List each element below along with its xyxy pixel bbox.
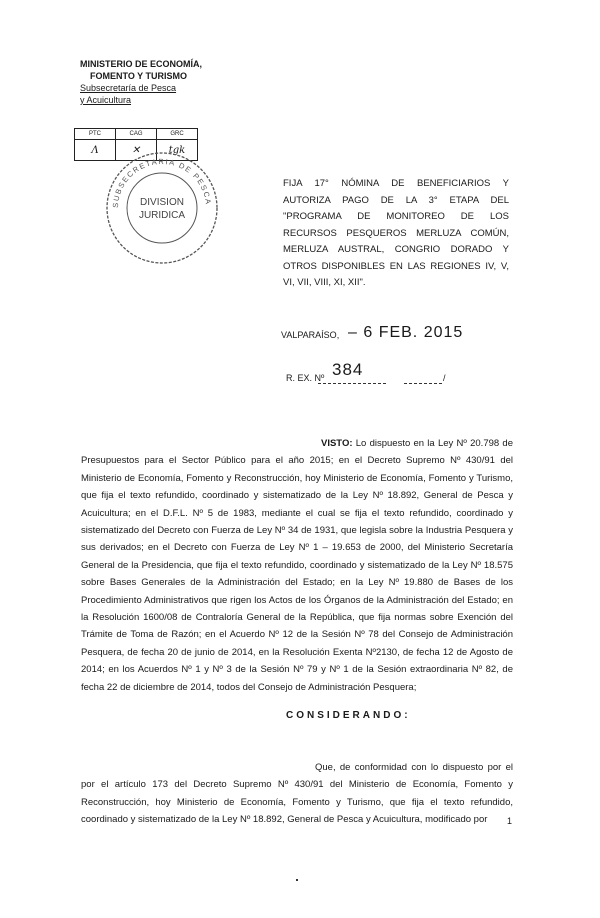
resolution-exenta-label: R. EX. Nº <box>286 373 325 383</box>
resolution-slash: / <box>443 373 446 383</box>
division-juridica-stamp <box>104 150 220 266</box>
stamp-center-line1: DIVISION <box>140 197 184 208</box>
subsecretaria-line1: Subsecretaría de Pesca <box>80 83 177 93</box>
visa-signature-cag: ✕ <box>116 140 157 161</box>
ministry-name-line1: MINISTERIO DE ECONOMÍA, <box>80 59 203 69</box>
visa-header-ptc: PTC <box>75 129 116 140</box>
ministry-header <box>80 58 202 106</box>
resolution-topic: FIJA 17° NÓMINA DE BENEFICIARIOS Y AUTORIZA PAGO DE LA 3° ETAPA DEL "PROGRAMA DE MONITOREO DE LOS RECURSOS PESQUEROS MERLUZA COMÚN, MERLUZA AUSTRAL, CONGRIO DORADO Y OTROS DISPONIBLES EN LAS REGIONES IV, V, VI, VII, VIII, XI, XII". <box>283 178 509 288</box>
visto-text: Lo dispuesto en la Ley Nº 20.798 de Presupuestos para el Sector Público para el año 2015; en el Decreto Supremo Nº 430/91 del Ministerio de Economía, Fomento y Reconstrucción, hoy Ministerio de Economía, Fomento y Turismo, que fija el texto refundido, coordinado y sistematizado de la Ley Nº 18.892, General de Pesca y Acuicultura; en el D.F.L. Nº 5 de 1983, mediante el cual se fija el texto refundido, coordinado y sistematizado del Decreto con Fuerza de Ley Nº 34 de 1931, que legisla sobre la Industria Pesquera y sus derivados; en el Decreto con Fuerza de Ley Nº 1 – 19.653 de 2000, del Ministerio Secretaría General de la Presidencia, que fija el texto refundido, coordinado y sistematizado de la Ley Nº 18.575 sobre Bases Generales de la Administración del Estado; en la Ley Nº 19.880 de Bases de los Procedimiento Administrativos que rigen los Actos de los Órganos de la Administración del Estado; en la Resolución 1600/08 de Contraloría General de la República, que fija normas sobre Exención del Trámite de Toma de Razón; en el Acuerdo Nº 12 de la Sesión Nº 78 del Consejo de Administración Pesquera, de fecha 20 de junio de 2014, en la Resolución Exenta Nº2130, de fecha 12 de Agosto de 2014; en los Acuerdos Nº 1 y Nº 3 de la Sesión Nº 79 y Nº 1 de la Sesión extraordinaria Nº 82, de fecha 22 de diciembre de 2014, todos del Consejo de Administración Pesquera; <box>81 438 513 693</box>
visa-header-grc: GRC <box>157 129 198 140</box>
resolution-number: 384 <box>332 360 364 379</box>
resolution-suffix-line <box>404 383 442 384</box>
ministry-name-line2: FOMENTO Y TURISMO <box>90 71 188 81</box>
considerando-paragraph: Que, de conformidad con lo dispuesto por el por el artículo 173 del Decreto Supremo Nº 430/91 del Ministerio de Economía, Fomento y Reconstrucción, hoy Ministerio de Economía, Fomento y Turismo, que fija el texto refundido, coordinado y sistematizado de la Ley Nº 18.892, General de Pesca y Acuicultura, modificado por <box>81 762 513 826</box>
visto-paragraph <box>81 435 513 696</box>
visa-header-cag: CAG <box>116 129 157 140</box>
visto-label: VISTO: <box>321 438 353 449</box>
stamp-center-line2: JURIDICA <box>138 210 186 221</box>
place-label: VALPARAÍSO, <box>281 330 340 340</box>
subsecretaria-line2: y Acuicultura <box>80 95 132 105</box>
considerando-heading: CONSIDERANDO: <box>286 710 411 721</box>
visa-signature-ptc: Λ <box>75 140 116 161</box>
visa-signature-grc: tgk <box>157 140 198 161</box>
resolution-date-stamp: – 6 FEB. 2015 <box>348 324 464 341</box>
resolution-number-line <box>318 383 386 384</box>
stamp-ring-text: SUBSECRETARIA DE PESCA <box>110 156 214 209</box>
page-number: 1 <box>507 816 513 826</box>
scan-speck <box>296 879 298 881</box>
